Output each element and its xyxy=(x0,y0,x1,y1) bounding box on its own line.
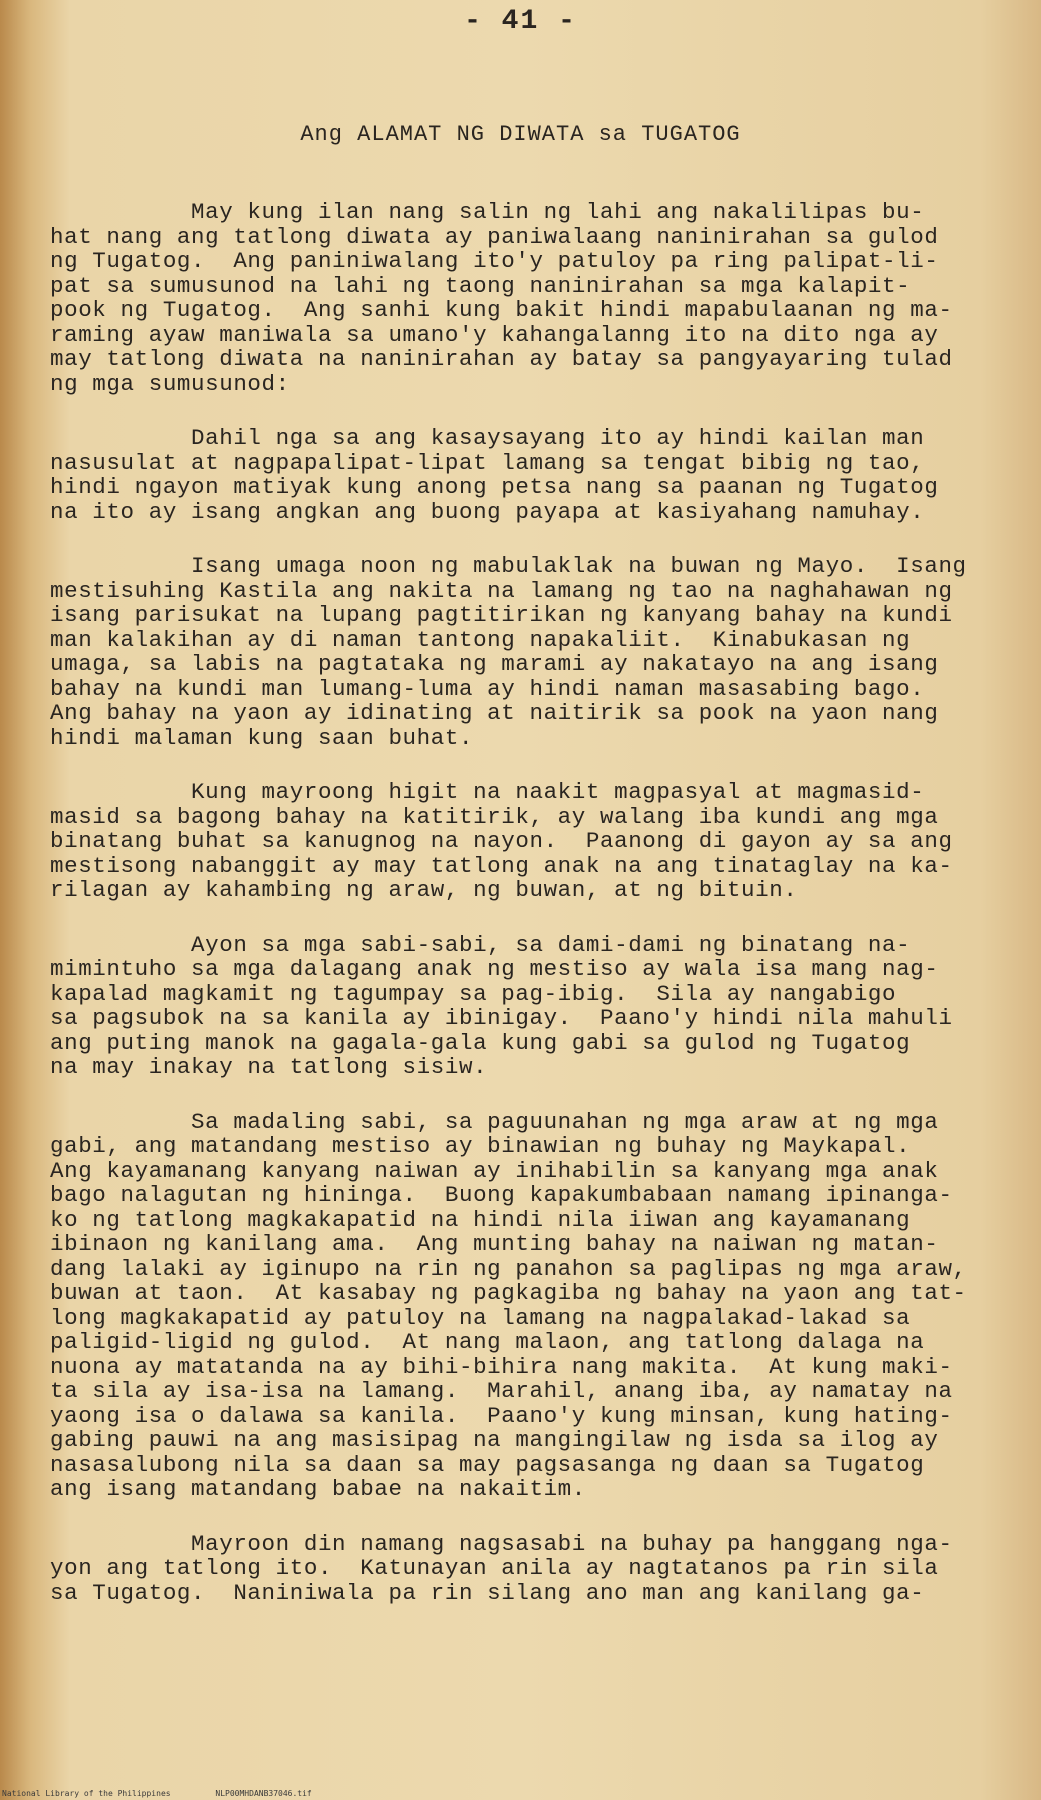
text-line: na may inakay na tatlong sisiw. xyxy=(50,1054,488,1080)
text-line: man kalakihan ay di naman tantong napakaliit. Kinabukasan ng xyxy=(50,626,911,653)
text-line: sa Tugatog. Naniniwala pa rin silang ano man ang kanilang ga- xyxy=(50,1579,925,1606)
text-line: dang lalaki ay iginupo na rin ng panahon sa paglipas ng mga araw, xyxy=(50,1255,967,1282)
paragraph-3 xyxy=(50,554,1000,750)
text-line: Sa madaling sabi, sa paguunahan ng mga araw at ng mga xyxy=(50,1108,939,1135)
text-line: Mayroon din namang nagsasabi na buhay pa hanggang nga- xyxy=(50,1530,953,1557)
text-line: raming ayaw maniwala sa umano'y kahangalanng ito na dito nga ay xyxy=(50,321,939,348)
text-line: gabi, ang matandang mestiso ay binawian ng buhay ng Maykapal. xyxy=(50,1133,911,1159)
page-number: - 41 - xyxy=(464,6,577,37)
text-line: may tatlong diwata na naninirahan ay batay sa pangyayaring tulad xyxy=(50,346,953,372)
text-line: sa pagsubok na sa kanila ay ibinigay. Paano'y hindi nila mahuli xyxy=(50,1005,953,1031)
text-line: na ito ay isang angkan ang buong payapa at kasiyahang namuhay. xyxy=(50,498,925,525)
text-line: yon ang tatlong ito. Katunayan anila ay nagtatanos pa rin sila xyxy=(50,1555,939,1581)
text-line: buwan at taon. At kasabay ng pagkagiba ng bahay na yaon ang tat- xyxy=(50,1280,967,1306)
text-line: masid sa bagong bahay na katitirik, ay walang iba kundi ang mga xyxy=(50,803,939,830)
text-line: hat nang ang tatlong diwata ay paniwalaang naninirahan sa gulod xyxy=(50,223,939,250)
paragraph-6 xyxy=(50,1110,1000,1502)
text-line: ko ng tatlong magkakapatid na hindi nila iiwan ang kayamanang xyxy=(50,1206,911,1233)
text-line: ng Tugatog. Ang paniniwalang ito'y patuloy pa ring palipat-li- xyxy=(50,248,939,274)
text-line: bago nalagutan ng hininga. Buong kapakumbabaan namang ipinanga- xyxy=(50,1182,953,1208)
text-line: ng mga sumusunod: xyxy=(50,370,290,397)
text-line: Ang kayamanang kanyang naiwan ay inihabilin sa kanyang mga anak xyxy=(50,1157,939,1184)
document-title: Ang ALAMAT NG DIWATA sa TUGATOG xyxy=(300,122,741,147)
text-line: Dahil nga sa ang kasaysayang ito ay hindi kailan man xyxy=(50,425,925,451)
text-line: isang parisukat na lupang pagtitirikan ng kanyang bahay na kundi xyxy=(50,602,953,628)
paragraph-7 xyxy=(50,1532,1000,1606)
text-line: Ang bahay na yaon ay idinating at naitirik sa pook na yaon nang xyxy=(50,700,939,726)
text-line: mimintuho sa mga dalagang anak ng mestiso ay wala isa mang nag- xyxy=(50,956,939,982)
text-line: ta sila ay isa-isa na lamang. Marahil, anang iba, ay namatay na xyxy=(50,1378,953,1404)
text-line: nasasalubong nila sa daan sa may pagsasanga ng daan sa Tugatog xyxy=(50,1451,925,1478)
text-line: binatang buhat sa kanugnog na nayon. Paanong di gayon ay sa ang xyxy=(50,828,953,854)
paragraph-2 xyxy=(50,426,1000,524)
paragraph-4 xyxy=(50,780,1000,903)
text-line: pook ng Tugatog. Ang sanhi kung bakit hindi mapabulaanan ng ma- xyxy=(50,297,953,323)
text-line: hindi malaman kung saan buhat. xyxy=(50,724,474,751)
text-line: pat sa sumusunod na lahi ng taong naninirahan sa mga kalapit- xyxy=(50,272,911,299)
text-line: paligid-ligid ng gulod. At nang malaon, ang tatlong dalaga na xyxy=(50,1329,925,1355)
text-line: ibinaon ng kanilang ama. Ang munting bahay na naiwan ng matan- xyxy=(50,1231,939,1257)
text-line: rilagan ay kahambing ng araw, ng buwan, at ng bituin. xyxy=(50,877,798,903)
scan-footer xyxy=(2,1789,1002,1798)
text-line: ang puting manok na gagala-gala kung gabi sa gulod ng Tugatog xyxy=(50,1029,911,1056)
text-line: mestisong nabanggit ay may tatlong anak na ang tinataglay na ka- xyxy=(50,852,953,879)
paragraph-5 xyxy=(50,933,1000,1080)
text-line: bahay na kundi man lumang-luma ay hindi naman masasabing bago. xyxy=(50,675,925,702)
text-line: gabing pauwi na ang masisipag na mangingilaw ng isda sa ilog ay xyxy=(50,1427,939,1453)
text-line: umaga, sa labis na pagtataka ng marami ay nakatayo na ang isang xyxy=(50,651,939,677)
text-line: yaong isa o dalawa sa kanila. Paano'y kung minsan, kung hating- xyxy=(50,1402,953,1429)
text-line: long magkakapatid ay patuloy na lamang na nagpalakad-lakad sa xyxy=(50,1304,911,1331)
text-line: nuona ay matatanda na ay bihi-bihira nang makita. At kung maki- xyxy=(50,1353,953,1380)
text-line: May kung ilan nang salin ng lahi ang nakalilipas bu- xyxy=(50,199,925,225)
text-line: kapalad magkamit ng tagumpay sa pag-ibig. Sila ay nangabigo xyxy=(50,980,897,1007)
scan-filename: NLP00MHDANB37046.tif xyxy=(215,1789,312,1798)
text-line: Kung mayroong higit na naakit magpasyal at magmasid- xyxy=(50,779,925,805)
document-body xyxy=(50,200,1000,1635)
text-line: Isang umaga noon ng mabulaklak na buwan ng Mayo. Isang xyxy=(50,553,967,579)
paragraph-1 xyxy=(50,200,1000,396)
text-line: ang isang matandang babae na nakaitim. xyxy=(50,1476,586,1502)
text-line: nasusulat at nagpapalipat-lipat lamang sa tengat bibig ng tao, xyxy=(50,449,925,476)
text-line: Ayon sa mga sabi-sabi, sa dami-dami ng binatang na- xyxy=(50,931,911,958)
library-name: National Library of the Philippines xyxy=(2,1789,171,1798)
text-line: hindi ngayon matiyak kung anong petsa nang sa paanan ng Tugatog xyxy=(50,474,939,500)
text-line: mestisuhing Kastila ang nakita na lamang ng tao na naghahawan ng xyxy=(50,577,953,604)
